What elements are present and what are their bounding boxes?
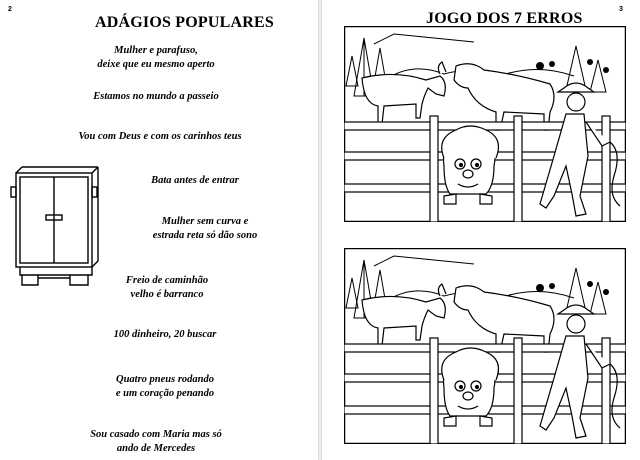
saying-7-line-1: 100 dinheiro, 20 buscar (113, 329, 217, 340)
saying-1-line-1: Mulher e parafuso, (114, 45, 198, 56)
saying-1 (56, 44, 256, 72)
saying-4 (120, 174, 270, 188)
left-page (0, 0, 318, 460)
saying-6-line-2: velho é barranco (130, 289, 204, 300)
saying-4-line-1: Bata antes de entrar (151, 175, 239, 186)
saying-8-line-1: Quatro pneus rodando (115, 374, 215, 385)
saying-9-line-1: Sou casado com Maria mas só (90, 429, 222, 440)
spot-difference-bottom-image (344, 248, 626, 444)
saying-7 (90, 328, 240, 342)
page-title-adagios: ADÁGIOS POPULARES (95, 14, 274, 31)
saying-8-line-2: e um coração penando (115, 388, 215, 399)
saying-6 (82, 274, 252, 302)
saying-1-line-2: deixe que eu mesmo aperto (97, 59, 215, 70)
saying-8 (80, 373, 250, 401)
saying-3 (40, 130, 280, 144)
right-page (322, 0, 640, 460)
saying-2 (56, 90, 256, 104)
saying-2-line-1: Estamos no mundo a passeio (93, 91, 219, 102)
saying-3-line-1: Vou com Deus e com os carinhos teus (78, 131, 242, 142)
saying-5-line-2: estrada reta só dão sono (152, 230, 258, 241)
saying-5-line-1: Mulher sem curva e (161, 216, 249, 227)
saying-9-line-2: ando de Mercedes (116, 443, 196, 454)
page-number-right: 3 (619, 6, 623, 13)
saying-9 (56, 428, 256, 456)
saying-6-line-1: Freio de caminhão (125, 275, 209, 286)
page-title-jogo: JOGO DOS 7 ERROS (426, 10, 583, 27)
truck-rear-illustration (8, 165, 103, 290)
spot-difference-top-image (344, 26, 626, 222)
page-number-left: 2 (8, 6, 12, 13)
saying-5 (110, 215, 300, 243)
